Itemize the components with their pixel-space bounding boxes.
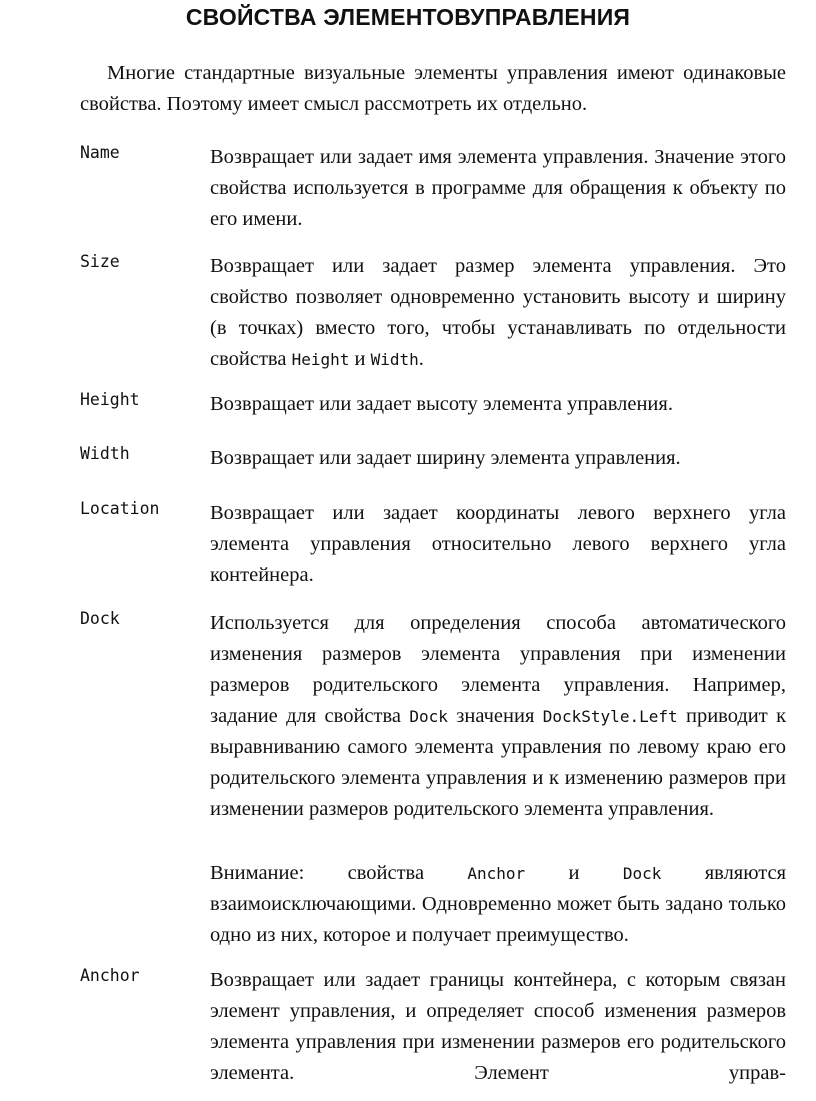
- property-desc-name: Возвращает или задает имя элемента управления. Значение этого свойства используется в программе для обращения к объекту по его имени.: [210, 146, 786, 230]
- dock-desc-text-3: приводит к выравниванию самого элемента управления по левому краю его родительского элемента управления и к изменению размеров при изменении размеров родительского элемента управления.: [210, 705, 787, 820]
- property-name-height: Height: [80, 390, 140, 409]
- property-desc-height: Возвращает или задает высоту элемента управления.: [210, 393, 673, 415]
- dock-note: [210, 858, 786, 951]
- dock-note-text-3: являются взаимоисключающими. Одновременно может быть задано только одно из них, которое и получает преимущество.: [210, 862, 787, 946]
- property-desc-location: Возвращает или задает координаты левого верхнего угла элемента управления относительно левого верхнего угла контейнера.: [210, 502, 786, 586]
- property-desc-anchor: Возвращает или задает границы контейнера, с которым связан элемент управления, и определяет способ изменения размеров элемента управления при изменении размеров его родительского элемента. Элемент управ-: [210, 969, 786, 1084]
- size-code-height: Height: [291, 350, 350, 369]
- dock-note-code-anchor: Anchor: [467, 864, 526, 883]
- property-desc-size: [210, 251, 786, 375]
- size-code-width: Width: [370, 350, 419, 369]
- property-name-size: Size: [80, 252, 120, 271]
- property-desc-dock: [210, 608, 786, 825]
- size-desc-text-3: .: [418, 348, 424, 370]
- dock-code-dockstyle-left: DockStyle.Left: [542, 707, 678, 726]
- dock-note-code-dock: Dock: [622, 864, 662, 883]
- property-name-name: Name: [80, 143, 120, 162]
- property-name-dock: Dock: [80, 609, 120, 628]
- size-desc-text-2: и: [354, 348, 366, 370]
- property-name-width: Width: [80, 444, 130, 463]
- page-title: СВОЙСТВА ЭЛЕМЕНТОВУПРАВЛЕНИЯ: [185, 4, 631, 30]
- property-name-anchor: Anchor: [80, 966, 140, 985]
- dock-code-dock: Dock: [409, 707, 448, 726]
- property-desc-width: Возвращает или задает ширину элемента управления.: [210, 447, 681, 469]
- dock-desc-text-2: значения: [456, 705, 535, 727]
- property-name-location: Location: [80, 499, 160, 518]
- size-desc-text-1: Возвращает или задает размер элемента управления. Это свойство позволяет одновременно установить высоту и ширину (в точках) вместо того, чтобы устанавливать по отдельности свойства: [210, 255, 786, 370]
- intro-paragraph: Многие стандартные визуальные элементы управления имеют одинаковые свойства. Поэтому имеет смысл рассмотреть их отдельно.: [80, 62, 786, 115]
- dock-note-text-2: и: [568, 862, 580, 884]
- dock-note-text-1: Внимание: свойства: [210, 862, 425, 884]
- dock-desc-text-1: Используется для определения способа автоматического изменения размеров элемента управления при изменении размеров родительского элемента управления. Например, задание для свойства: [210, 612, 786, 727]
